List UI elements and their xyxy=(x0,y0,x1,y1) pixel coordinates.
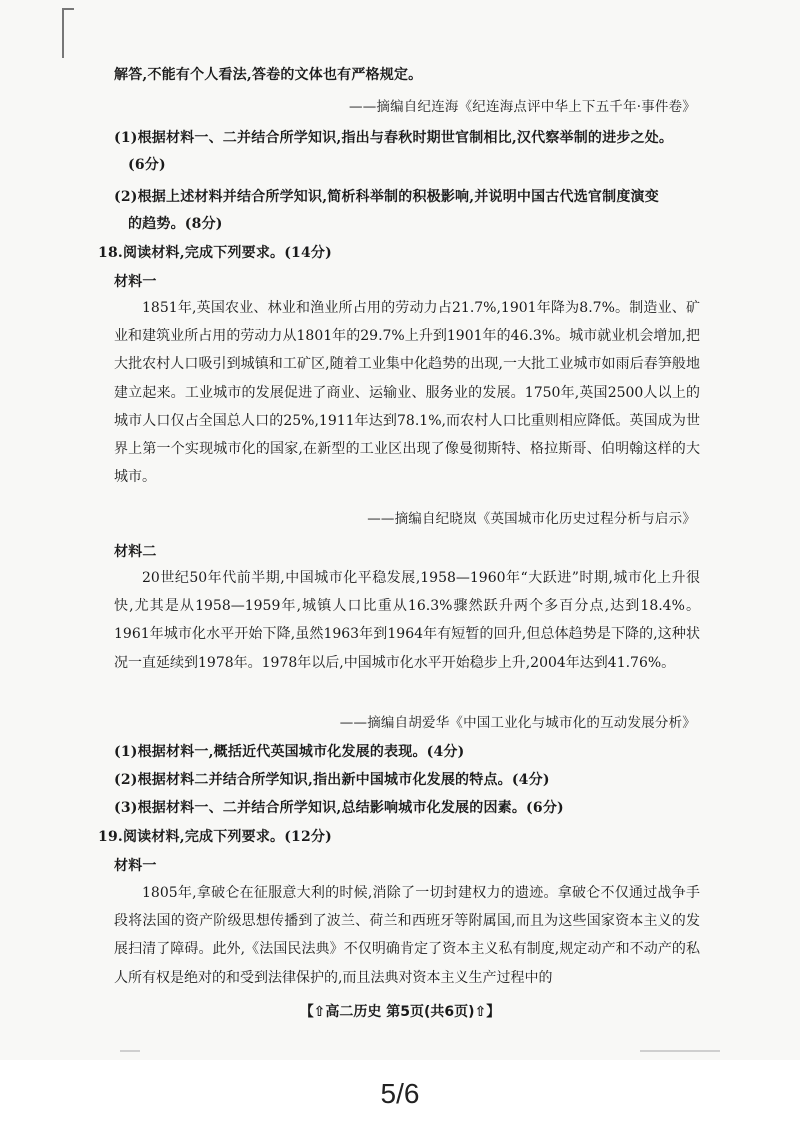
page-number-indicator: 5/6 xyxy=(380,1078,420,1109)
q17-2-line-b: 的趋势。(8分) xyxy=(128,216,223,232)
q18-material-1-label: 材料一 xyxy=(114,274,157,290)
page-footer: 【⇧高二历史 第5页(共6页)⇧】 xyxy=(299,1004,501,1020)
source-17: ——摘编自纪连海《纪连海点评中华上下五千年·事件卷》 xyxy=(349,99,696,115)
q18-sub-3: (3)根据材料一、二并结合所学知识,总结影响城市化发展的因素。(6分) xyxy=(114,800,564,816)
q18-material-1-text: 1851年,英国农业、林业和渔业所占用的劳动力占21.7%,1901年降为8.7%。制造业、矿业和建筑业所占用的劳动力从1801年的29.7%上升到1901年的46.3%。城市就业机会增加,把大批农村人口吸引到城镇和工矿区,随着工业集中化趋势的出现,一大批工业城市如雨后春笋般地建立起来。工业城市的发展促进了商业、运输业、服务业的发展。1750年,英国2500人以上的城市人口仅占全国总人口的25%,1911年达到78.1%,而农村人口比重则相应降低。英国成为世界上第一个实现城市化的国家,在新型的工业区出现了像曼彻斯特、格拉斯哥、伯明翰这样的大城市。 xyxy=(114,300,700,486)
corner-crop-mark xyxy=(62,8,74,58)
q18-sub-1: (1)根据材料一,概括近代英国城市化发展的表现。(4分) xyxy=(114,744,465,760)
q18-sub-2: (2)根据材料二并结合所学知识,指出新中国城市化发展的特点。(4分) xyxy=(114,772,550,788)
scan-speck xyxy=(120,1050,140,1052)
q17-1-line-a: (1)根据材料一、二并结合所学知识,指出与春秋时期世官制相比,汉代察举制的进步之处。 xyxy=(114,130,674,146)
q19-material-1-label: 材料一 xyxy=(114,858,157,874)
q19-title: 19.阅读材料,完成下列要求。(12分) xyxy=(98,829,332,845)
q17-2-line-a: (2)根据上述材料并结合所学知识,简析科举制的积极影响,并说明中国古代选官制度演变 xyxy=(114,189,659,205)
top-fragment: 解答,不能有个人看法,答卷的文体也有严格规定。 xyxy=(114,67,423,83)
q18-material-2-source: ——摘编自胡爱华《中国工业化与城市化的互动发展分析》 xyxy=(339,715,696,731)
scan-speck xyxy=(640,1050,720,1052)
q18-title: 18.阅读材料,完成下列要求。(14分) xyxy=(98,245,332,261)
q17-1-line-b: (6分) xyxy=(128,157,166,173)
q19-material-1-text: 1805年,拿破仑在征服意大利的时候,消除了一切封建权力的遗迹。拿破仑不仅通过战争手段将法国的资产阶级思想传播到了波兰、荷兰和西班牙等附属国,而且为这些国家资本主义的发展扫清了障碍。此外,《法国民法典》不仅明确肯定了资本主义私有制度,规定动产和不动产的私人所有权是绝对的和受到法律保护的,而且法典对资本主义生产过程中的 xyxy=(114,885,700,986)
q18-material-1-source: ——摘编自纪晓岚《英国城市化历史过程分析与启示》 xyxy=(367,511,696,527)
q18-material-2-label: 材料二 xyxy=(114,544,157,560)
q18-material-2-text: 20世纪50年代前半期,中国城市化平稳发展,1958—1960年“大跃进”时期,城市化上升很快,尤其是从1958—1959年,城镇人口比重从16.3%骤然跃升两个多百分点,达到18.4%。1961年城市化水平开始下降,虽然1963年到1964年有短暂的回升,但总体趋势是下降的,这种状况一直延续到1978年。1978年以后,中国城市化水平开始稳步上升,2004年达到41.76%。 xyxy=(114,570,700,671)
